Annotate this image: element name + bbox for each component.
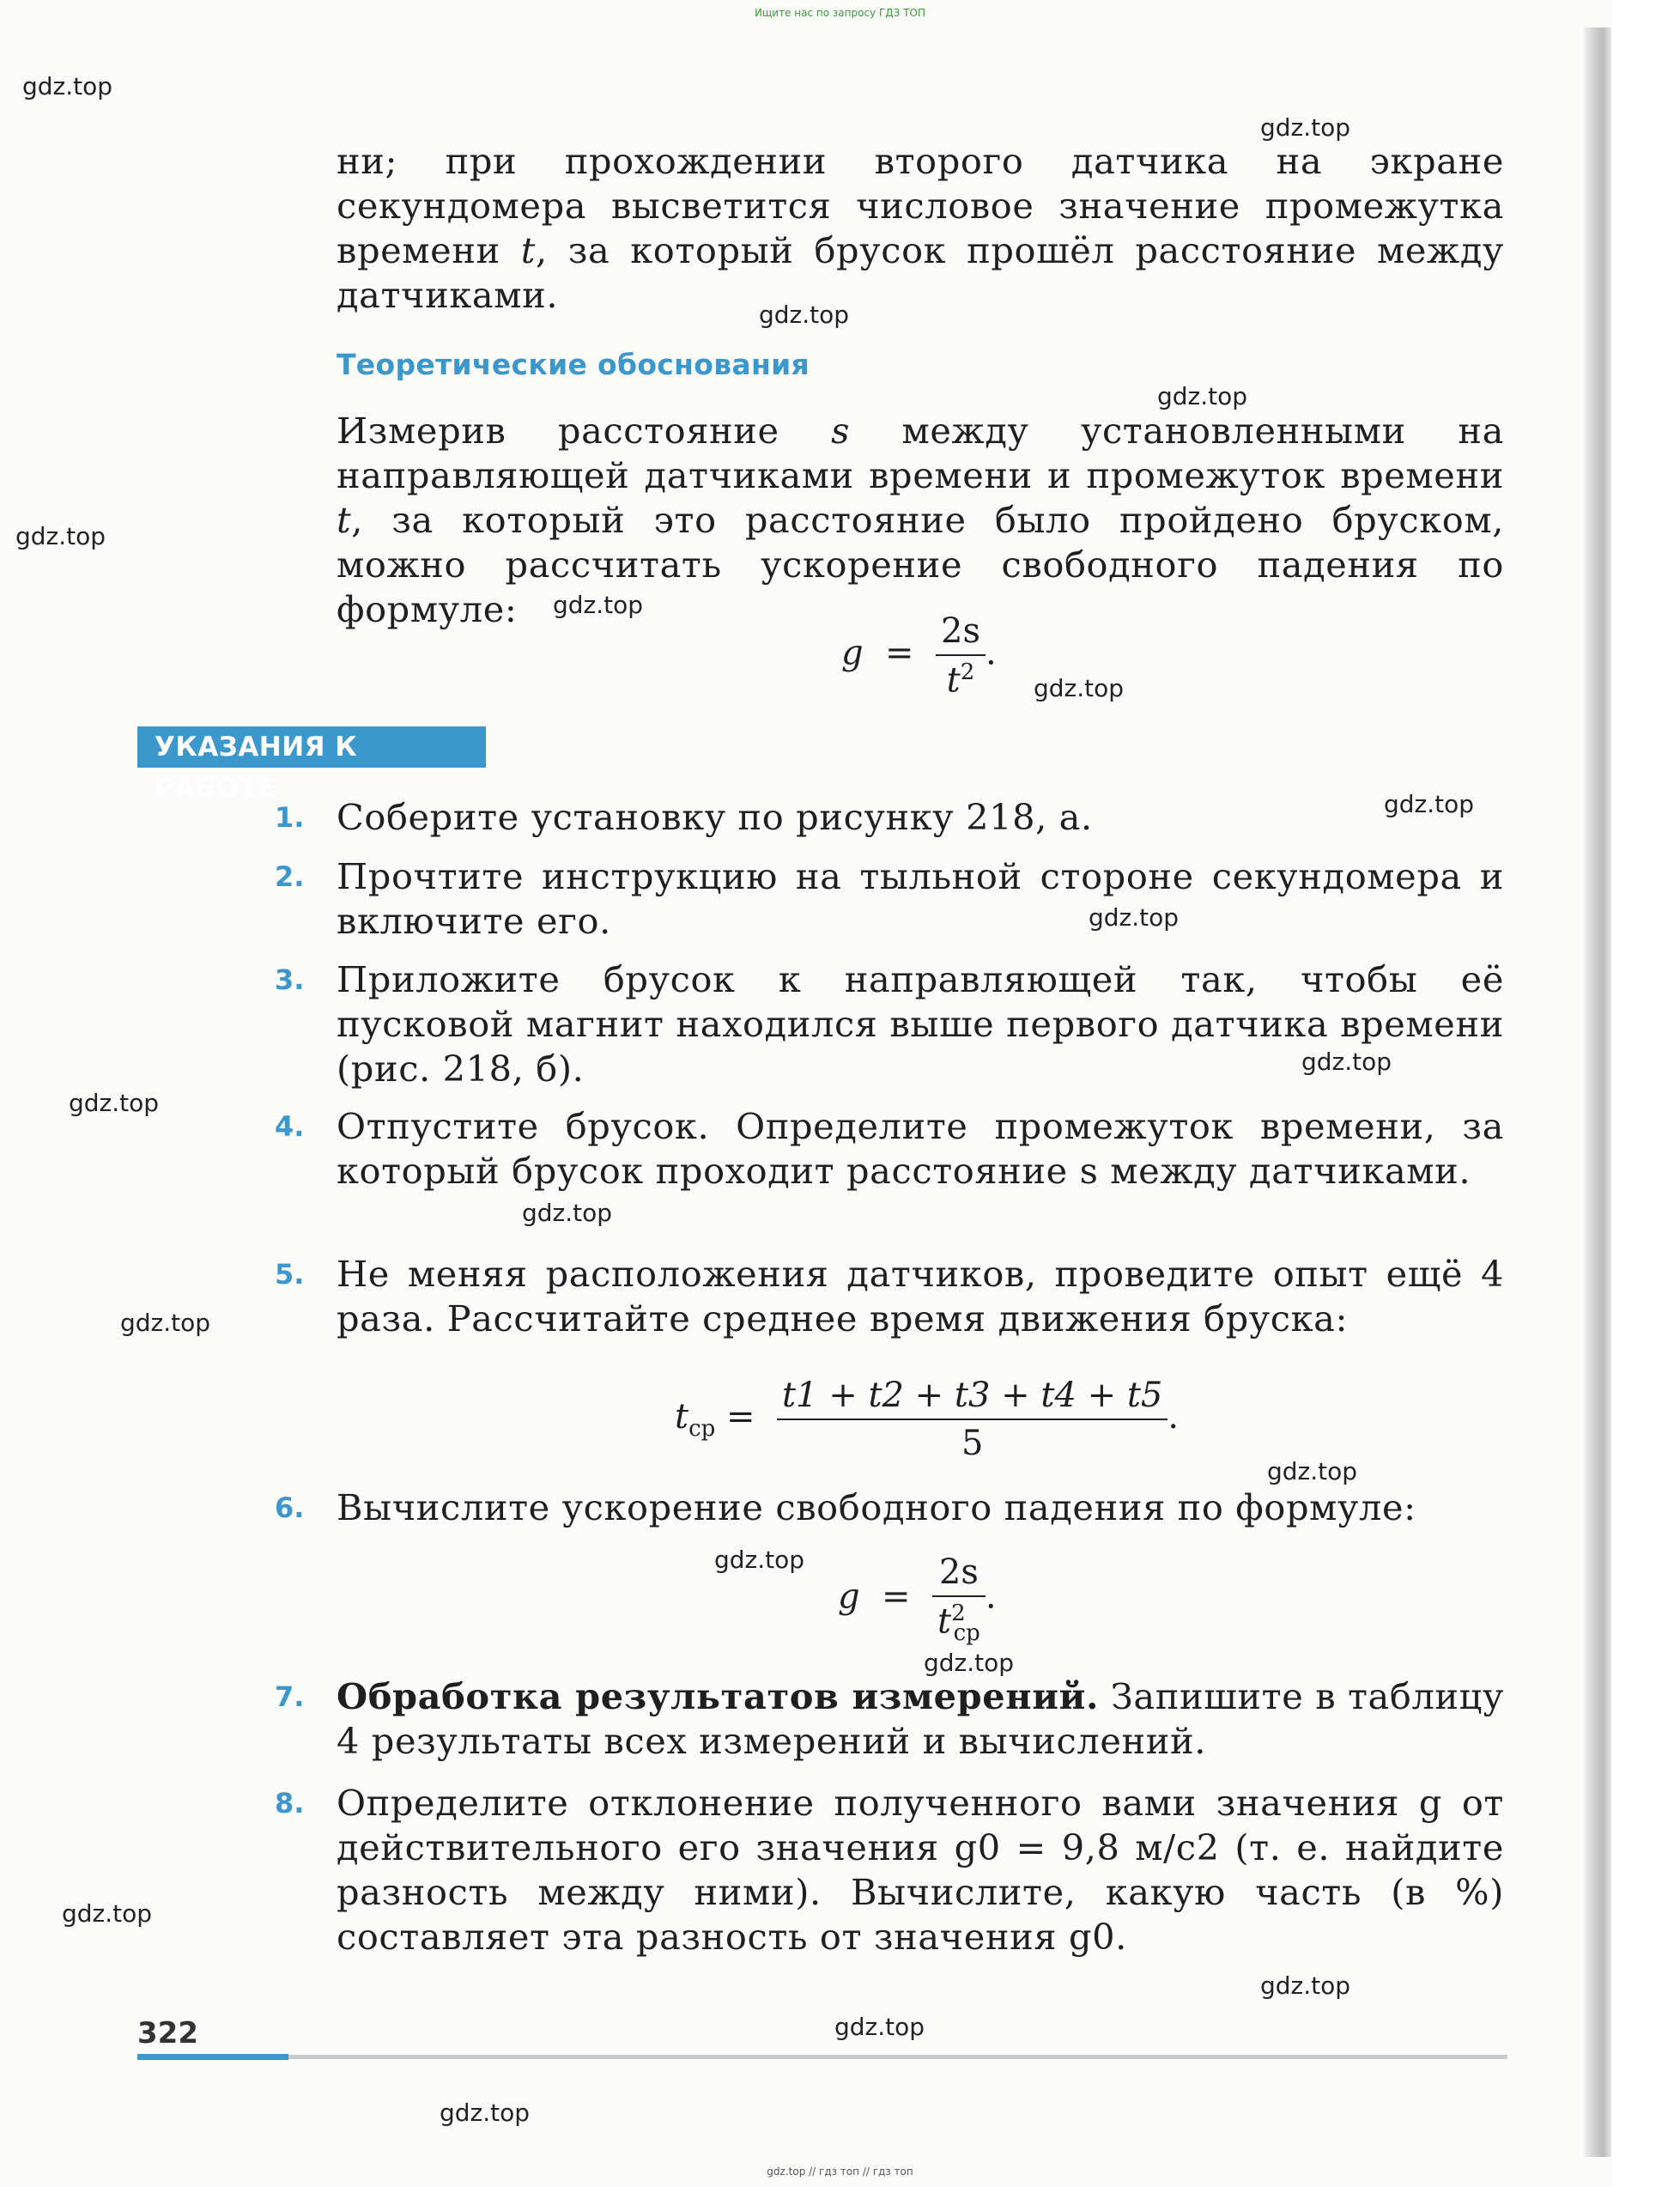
page-margin-right: [1611, 0, 1680, 2187]
watermark: gdz.top: [1157, 382, 1248, 410]
footer-note: gdz.top // гдз топ // гдз топ: [767, 2166, 913, 2178]
watermark: gdz.top: [120, 1309, 211, 1337]
watermark: gdz.top: [1034, 674, 1125, 702]
watermark: gdz.top: [22, 72, 113, 100]
watermark: gdz.top: [62, 1899, 153, 1928]
watermark: gdz.top: [522, 1199, 613, 1227]
watermark: gdz.top: [1267, 1457, 1358, 1485]
step-3: 3. Приложите брусок к направляющей так, чтобы её пусковой магнит находился выше первого датчика времени (рис. 218, б).: [275, 958, 1504, 1090]
watermark: gdz.top: [1260, 1971, 1351, 2000]
watermark: gdz.top: [15, 522, 106, 550]
watermark: gdz.top: [1089, 903, 1180, 932]
watermark: gdz.top: [759, 301, 850, 329]
book-spine-shadow: [1584, 27, 1611, 2157]
watermark: gdz.top: [834, 2013, 925, 2041]
formula-g: g = $\frac{2s}{t^2}$ .: [841, 611, 997, 701]
theory-paragraph: Измерив расстояние s между установленными на направляющей датчиками времени и промежуток времени t, за который это расстояние было пройдено бруском, можно рассчитать ускорение свободного падения по формуле:: [337, 410, 1504, 630]
watermark: gdz.top: [714, 1546, 805, 1574]
header-note: Ищите нас по запросу ГДЗ ТОП: [755, 7, 925, 19]
theory-heading: Теоретические обоснования: [337, 348, 810, 381]
step-8: 8. Определите отклонение полученного вами значения g от действительного его значения g0 = 9,8 м/с2 (т. е. найдите разность между ними). Вычислите, какую часть (в %) составляет эта разность от значения g0.: [275, 1782, 1504, 1958]
step-4: 4. Отпустите брусок. Определите промежуток времени, за который брусок проходит расстояние s между датчиками.: [275, 1105, 1504, 1192]
formula-g-avg-fraction: $\frac{2s}{t^2_{ср}}$: [932, 1552, 986, 1646]
formula-tsr: $t_{ср}$ = $\frac{t1 + t2 + t3 + t4 + t5}{5}$ .: [675, 1376, 1180, 1463]
step-1: 1. Соберите установку по рисунку 218, а.: [275, 796, 1093, 838]
page-number: 322: [137, 2016, 198, 2050]
formula-g-avg: g = $\frac{2s}{t^2_{ср}}$ .: [838, 1552, 997, 1647]
watermark: gdz.top: [553, 591, 644, 619]
watermark: gdz.top: [1301, 1048, 1392, 1076]
watermark: gdz.top: [1384, 790, 1475, 818]
step-5: 5. Не меняя расположения датчиков, проведите опыт ещё 4 раза. Рассчитайте среднее время движения бруска:: [275, 1253, 1504, 1340]
instructions-banner: УКАЗАНИЯ К РАБОТЕ: [137, 726, 486, 768]
footer-rule-accent: [137, 2054, 288, 2060]
watermark: gdz.top: [924, 1649, 1015, 1677]
formula-tsr-fraction: $\frac{t1 + t2 + t3 + t4 + t5}{5}$: [777, 1376, 1168, 1463]
footer-rule: [288, 2055, 1507, 2059]
watermark: gdz.top: [440, 2099, 531, 2127]
formula-g-fraction: $\frac{2s}{t^2}$: [936, 611, 986, 700]
step-2: 2. Прочтите инструкцию на тыльной стороне секундомера и включите его.: [275, 855, 1504, 942]
watermark: gdz.top: [1260, 113, 1351, 142]
intro-paragraph: ни; при прохождении второго датчика на экране секундомера высветится числовое значение промежутка времени t, за который брусок прошёл расстояние между датчиками.: [337, 140, 1505, 316]
watermark: gdz.top: [69, 1089, 160, 1117]
step-7: 7. Обработка результатов измерений. Запишите в таблицу 4 результаты всех измерений и вычислений.: [275, 1675, 1504, 1762]
step-6: 6. Вычислите ускорение свободного падения по формуле:: [275, 1486, 1416, 1528]
